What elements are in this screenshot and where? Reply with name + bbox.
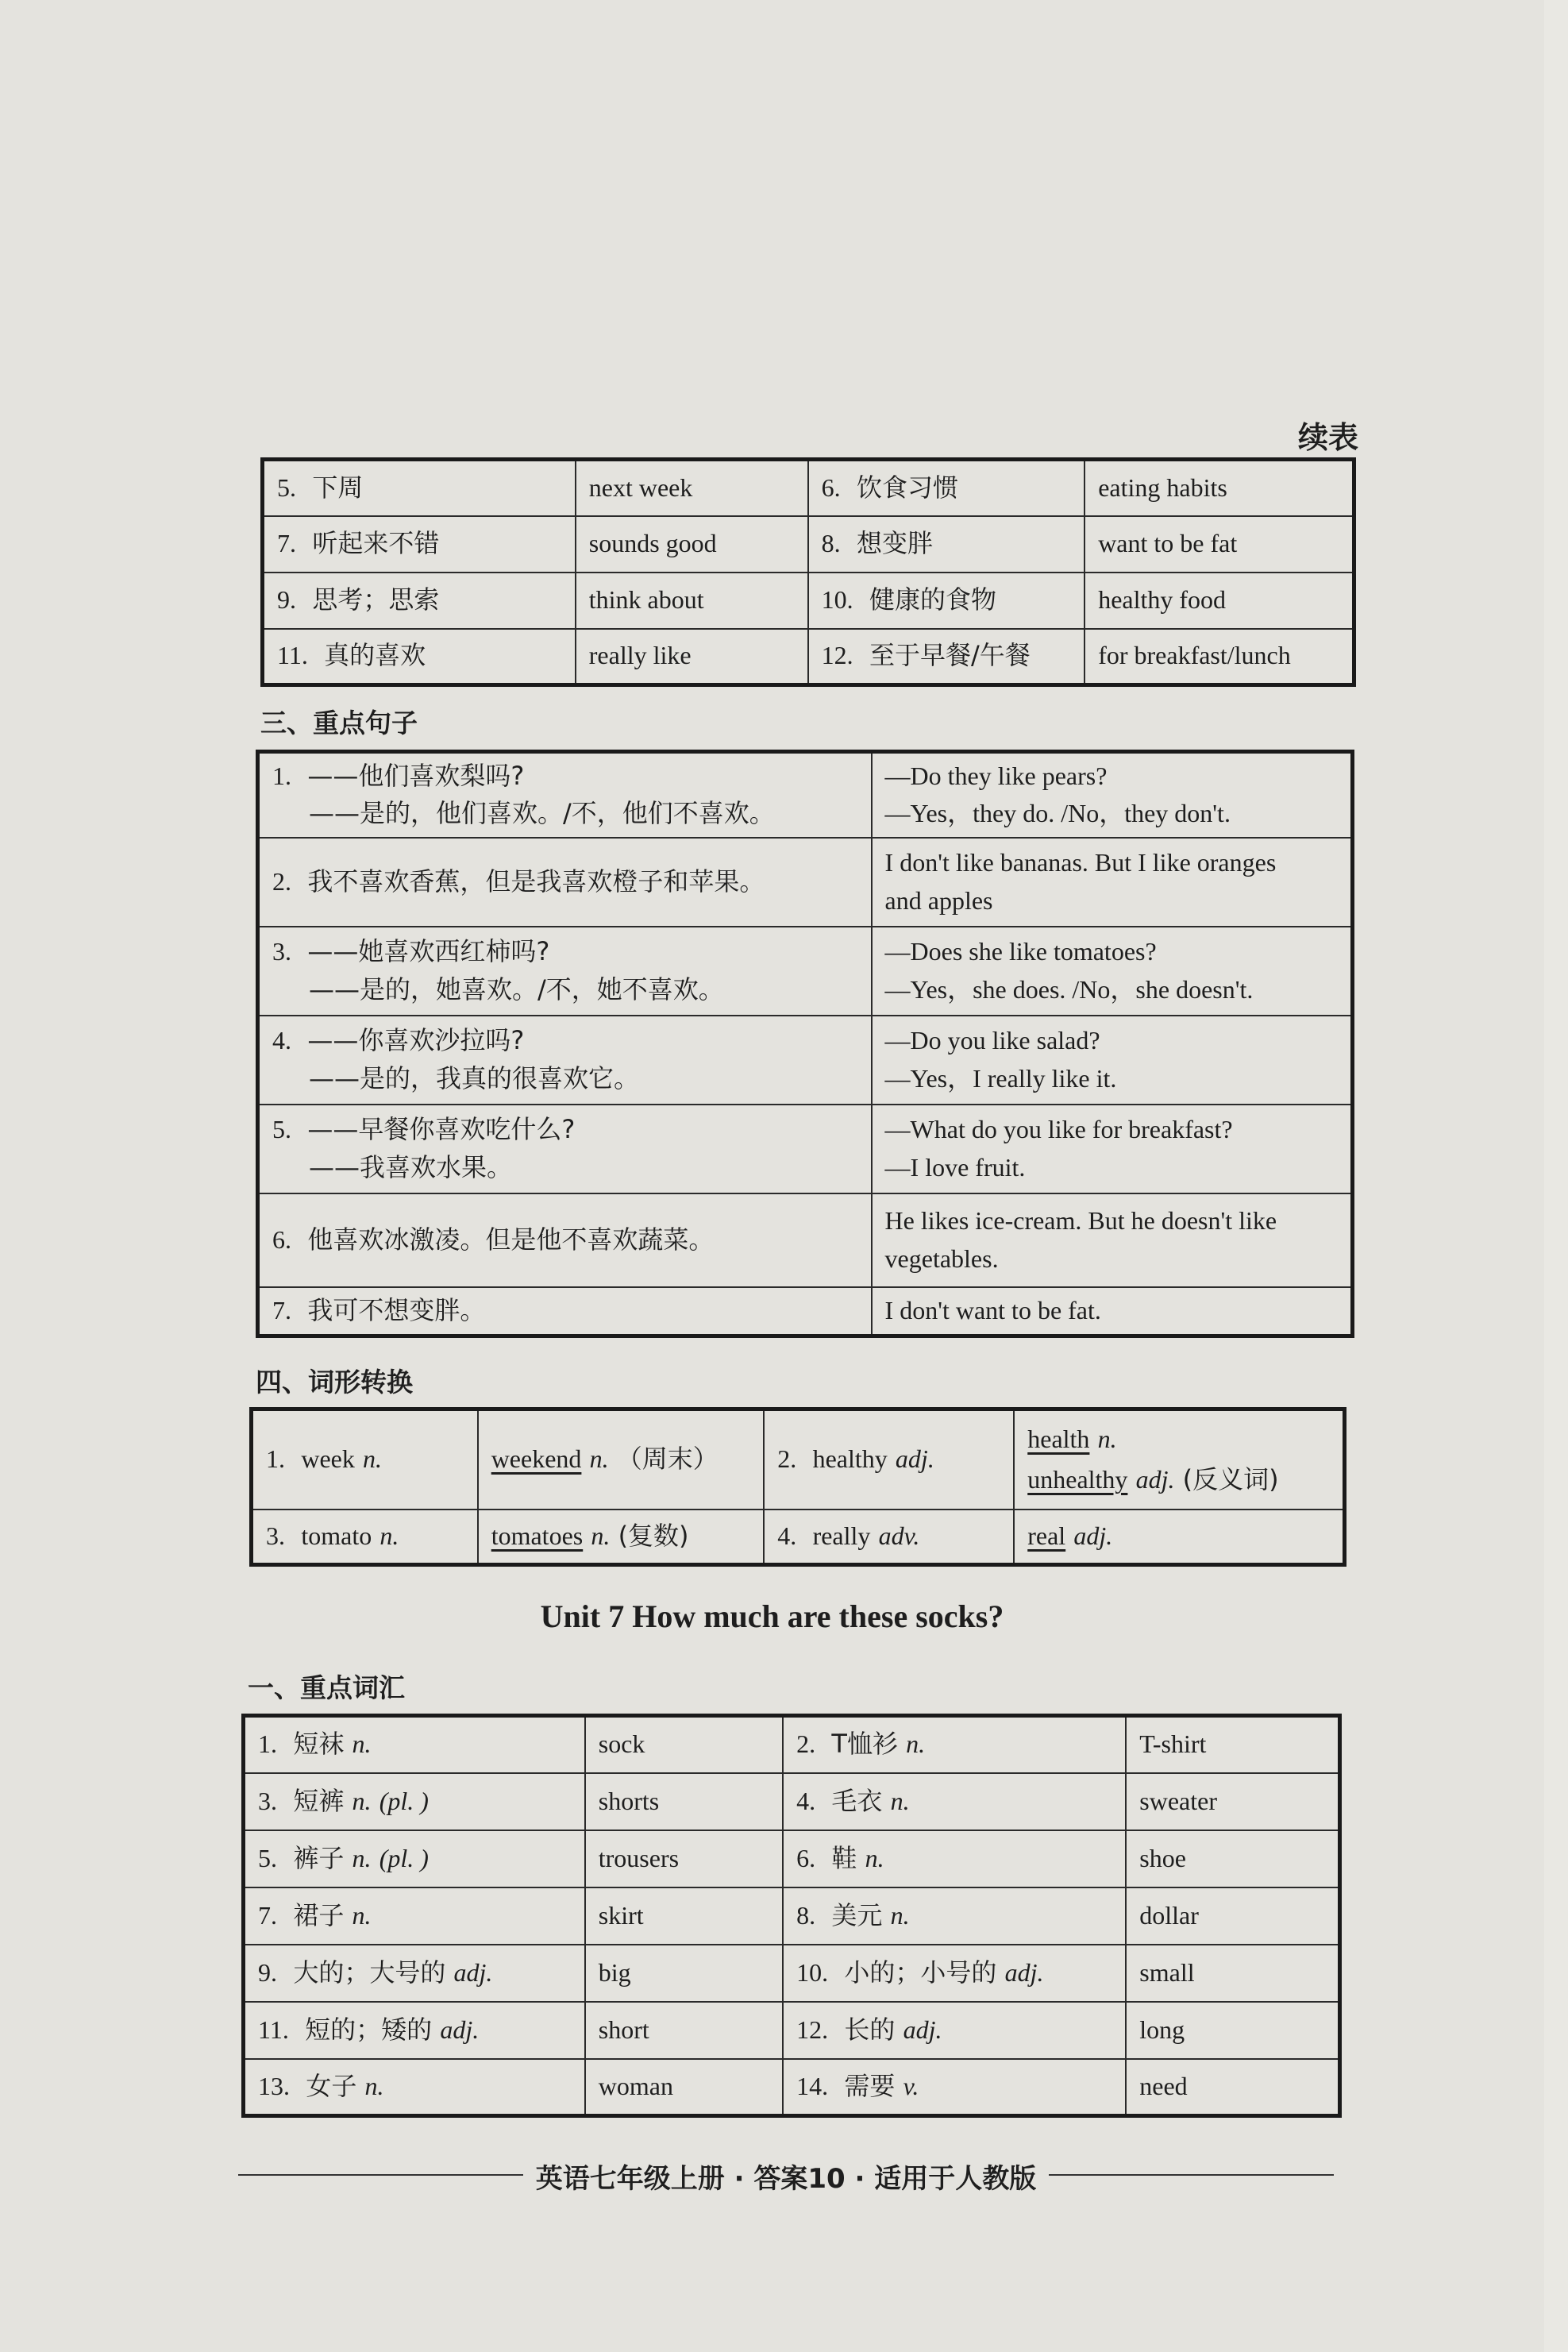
vocab-row <box>244 1716 1340 1773</box>
vocab-chinese-cell: 3. 短裤 n. (pl. ) <box>244 1773 585 1830</box>
vocab-english-cell: next week <box>576 460 808 516</box>
sentence-english-cell: —What do you like for breakfast? —I love fruit. <box>872 1105 1353 1193</box>
vocab-row <box>244 2059 1340 2116</box>
section3-heading: 三、重点句子 <box>260 708 418 738</box>
vocab-english-cell: sock <box>585 1716 783 1773</box>
sentence-english-cell: —Does she like tomatoes? —Yes，she does. /No，she doesn't. <box>872 927 1353 1016</box>
sentence-english-cell: He likes ice-cream. But he doesn't like vegetables. <box>872 1193 1353 1287</box>
sentence-row <box>258 1016 1353 1105</box>
vocab-english-cell: sweater <box>1126 1773 1339 1830</box>
sentence-english-cell: I don't want to be fat. <box>872 1287 1353 1336</box>
unit7-vocab-table <box>241 1714 1342 2118</box>
vocab-english-cell: short <box>585 2002 783 2059</box>
vocab-english-cell: need <box>1126 2059 1339 2116</box>
answer-cell: real adj. <box>1014 1510 1344 1565</box>
sentence-row <box>258 1105 1353 1193</box>
vocab-row <box>263 460 1354 516</box>
vocab-english-cell: skirt <box>585 1887 783 1945</box>
vocab-english-cell: small <box>1126 1945 1339 2002</box>
word-forms-row <box>252 1409 1345 1510</box>
sentence-chinese-cell: 4. ——你喜欢沙拉吗? ——是的，我真的很喜欢它。 <box>258 1016 872 1105</box>
vocab-chinese-cell: 13. 女子 n. <box>244 2059 585 2116</box>
word-forms-row <box>252 1510 1345 1565</box>
vocab-english-cell: dollar <box>1126 1887 1339 1945</box>
sentence-row <box>258 752 1353 838</box>
vocab-chinese-cell: 2. T恤衫 n. <box>783 1716 1126 1773</box>
answer-cell: weekend n. （周末） <box>478 1409 765 1510</box>
word-cell: 3. tomato n. <box>252 1510 478 1565</box>
vocab-english-cell: eating habits <box>1085 460 1354 516</box>
vocab-english-cell: shoe <box>1126 1830 1339 1887</box>
vocab-chinese-cell: 4. 毛衣 n. <box>783 1773 1126 1830</box>
vocab-english-cell: woman <box>585 2059 783 2116</box>
key-sentences-table <box>256 750 1354 1338</box>
vocab-chinese-cell: 8. 想变胖 <box>808 516 1085 573</box>
sentence-english-cell: —Do you like salad? —Yes，I really like it. <box>872 1016 1353 1105</box>
sentence-row <box>258 1287 1353 1336</box>
vocab-chinese-cell: 11. 短的；矮的 adj. <box>244 2002 585 2059</box>
vocab-english-cell: healthy food <box>1085 573 1354 629</box>
vocab-english-cell: for breakfast/lunch <box>1085 629 1354 685</box>
vocab-row <box>244 2002 1340 2059</box>
sentence-chinese-cell: 1. ——他们喜欢梨吗? ——是的，他们喜欢。/不，他们不喜欢。 <box>258 752 872 838</box>
section4-heading: 四、词形转换 <box>256 1367 413 1398</box>
vocab-row <box>244 1773 1340 1830</box>
sentence-row <box>258 927 1353 1016</box>
vocab-chinese-cell: 6. 饮食习惯 <box>808 460 1085 516</box>
continued-label: 续表 <box>1298 420 1359 455</box>
vocab-chinese-cell: 7. 裙子 n. <box>244 1887 585 1945</box>
vocab-english-cell: really like <box>576 629 808 685</box>
vocab-row <box>263 573 1354 629</box>
vocab-chinese-cell: 11. 真的喜欢 <box>263 629 576 685</box>
vocab-row <box>244 1887 1340 1945</box>
sentence-chinese-cell: 3. ——她喜欢西红柿吗? ——是的，她喜欢。/不，她不喜欢。 <box>258 927 872 1016</box>
vocab-continued-table <box>260 457 1356 687</box>
vocab-english-cell: long <box>1126 2002 1339 2059</box>
word-cell: 2. healthy adj. <box>764 1409 1014 1510</box>
vocab-chinese-cell: 7. 听起来不错 <box>263 516 576 573</box>
unit-title: Unit 7 How much are these socks? <box>540 1598 1004 1634</box>
vocab-chinese-cell: 5. 下周 <box>263 460 576 516</box>
vocab-chinese-cell: 5. 裤子 n. (pl. ) <box>244 1830 585 1887</box>
vocab-chinese-cell: 10. 小的；小号的 adj. <box>783 1945 1126 2002</box>
vocab-row <box>263 629 1354 685</box>
page-footer <box>238 2157 1334 2195</box>
sentence-chinese-cell: 6. 他喜欢冰激凌。但是他不喜欢蔬菜。 <box>258 1193 872 1287</box>
vocab-row <box>244 1945 1340 2002</box>
vocab-english-cell: trousers <box>585 1830 783 1887</box>
word-cell: 4. really adv. <box>764 1510 1014 1565</box>
vocab-chinese-cell: 14. 需要 v. <box>783 2059 1126 2116</box>
sentence-chinese-cell: 5. ——早餐你喜欢吃什么? ——我喜欢水果。 <box>258 1105 872 1193</box>
vocab-chinese-cell: 10. 健康的食物 <box>808 573 1085 629</box>
vocab-english-cell: big <box>585 1945 783 2002</box>
sentence-english-cell: —Do they like pears? —Yes，they do. /No，they don't. <box>872 752 1353 838</box>
unit7-vocab-heading: 一、重点词汇 <box>248 1672 405 1703</box>
vocab-chinese-cell: 8. 美元 n. <box>783 1887 1126 1945</box>
vocab-chinese-cell: 6. 鞋 n. <box>783 1830 1126 1887</box>
vocab-english-cell: shorts <box>585 1773 783 1830</box>
word-forms-table <box>249 1407 1346 1567</box>
word-cell: 1. week n. <box>252 1409 478 1510</box>
sentence-row <box>258 1193 1353 1287</box>
vocab-chinese-cell: 9. 大的；大号的 adj. <box>244 1945 585 2002</box>
sentence-english-cell: I don't like bananas. But I like oranges and apples <box>872 838 1353 927</box>
sentence-row <box>258 838 1353 927</box>
sentence-chinese-cell: 2. 我不喜欢香蕉，但是我喜欢橙子和苹果。 <box>258 838 872 927</box>
vocab-chinese-cell: 12. 长的 adj. <box>783 2002 1126 2059</box>
answer-cell: health n. unhealthy adj. (反义词) <box>1014 1409 1344 1510</box>
vocab-english-cell: want to be fat <box>1085 516 1354 573</box>
vocab-row <box>244 1830 1340 1887</box>
answer-cell: tomatoes n. (复数) <box>478 1510 765 1565</box>
footer-text: 英语七年级上册 · 答案10 · 适用于人教版 <box>523 2163 1050 2195</box>
sentence-chinese-cell: 7. 我可不想变胖。 <box>258 1287 872 1336</box>
vocab-row <box>263 516 1354 573</box>
vocab-chinese-cell: 1. 短袜 n. <box>244 1716 585 1773</box>
vocab-english-cell: think about <box>576 573 808 629</box>
vocab-chinese-cell: 9. 思考；思索 <box>263 573 576 629</box>
vocab-english-cell: T-shirt <box>1126 1716 1339 1773</box>
vocab-english-cell: sounds good <box>576 516 808 573</box>
vocab-chinese-cell: 12. 至于早餐/午餐 <box>808 629 1085 685</box>
